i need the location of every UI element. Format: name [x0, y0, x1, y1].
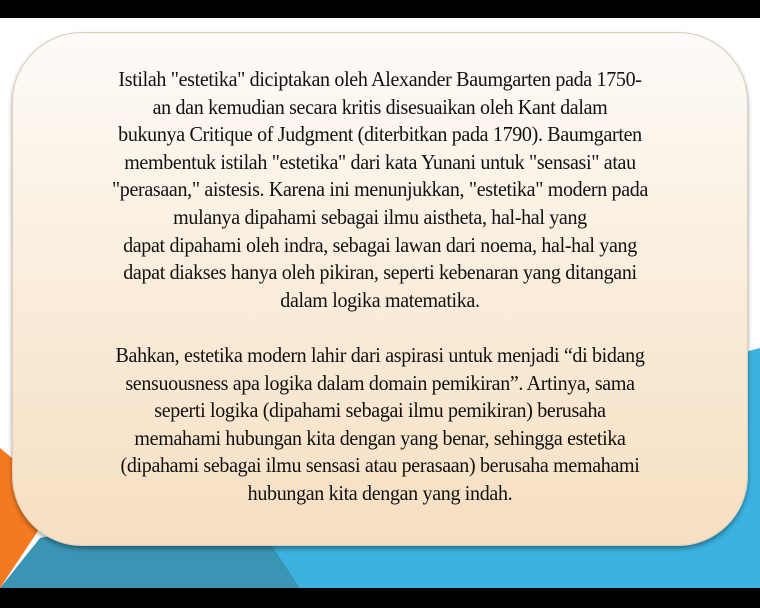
slide: [0, 18, 760, 588]
text-line: hubungan kita dengan yang indah.: [247, 480, 513, 505]
text-line: Bahkan, estetika modern lahir dari aspirasi untuk menjadi “di bidang: [115, 343, 645, 367]
text-line: sensuousness apa logika dalam domain pemikiran”. Artinya, sama: [125, 370, 635, 395]
paragraph-1: [13, 66, 747, 314]
text-line: memahami hubungan kita dengan yang benar, sehingga estetika: [134, 425, 626, 450]
text-line: bukunya Critique of Judgment (diterbitkan pada 1790). Baumgarten: [118, 122, 642, 147]
text-line: "perasaan," aistesis. Karena ini menunjukkan, "estetika" modern pada: [111, 177, 649, 202]
text-line: (dipahami sebagai ilmu sensasi atau perasaan) berusaha memahami: [120, 453, 640, 478]
text-line: membentuk istilah "estetika" dari kata Yunani untuk "sensasi" atau: [124, 149, 636, 174]
text-line: dapat dipahami oleh indra, sebagai lawan dari noema, hal-hal yang: [123, 232, 637, 257]
text-line: dalam logika matematika.: [280, 287, 480, 312]
text-line: dapat diakses hanya oleh pikiran, seperti kebenaran yang ditangani: [123, 260, 637, 285]
paragraph-2: [13, 342, 747, 508]
text-line: seperti logika (dipahami sebagai ilmu pemikiran) berusaha: [154, 398, 606, 423]
text-line: mulanya dipahami sebagai ilmu aistheta, hal-hal yang: [173, 204, 587, 229]
text-line: an dan kemudian secara kritis disesuaikan oleh Kant dalam: [152, 94, 608, 119]
text-line: Istilah "estetika" diciptakan oleh Alexander Baumgarten pada 1750-: [118, 67, 642, 91]
text-box: [12, 32, 748, 546]
